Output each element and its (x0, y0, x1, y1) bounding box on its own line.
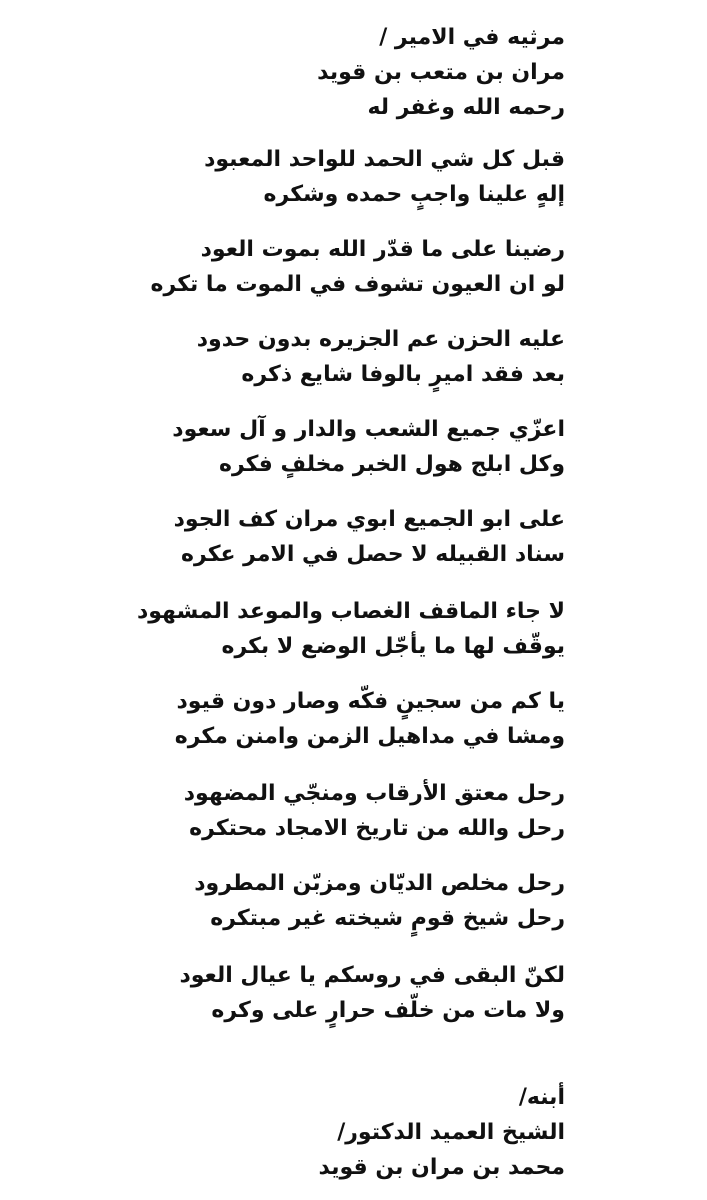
heading-line: رحمه الله وغفر له (367, 95, 565, 120)
verse-line: قبل كل شي الحمد للواحد المعبود (204, 147, 565, 172)
verse-line: لو ان العيون تشوف في الموت ما تكره (150, 272, 565, 297)
verse-line: يوقّف لها ما يأجّل الوضع لا بكره (221, 634, 565, 659)
poem-heading (25, 20, 565, 125)
stanza (25, 866, 565, 936)
verse-line: رحل شيخ قومٍ شيخته غير مبتكره (210, 906, 565, 931)
verse-line: رضينا على ما قدّر الله بموت العود (200, 237, 565, 262)
stanza (25, 684, 565, 754)
verse-line: رحل مخلص الديّان ومزبّن المطرود (194, 871, 565, 896)
verse-line: اعزّي جميع الشعب والدار و آل سعود (172, 417, 565, 442)
stanza (25, 502, 565, 572)
stanza (25, 958, 565, 1028)
verse-line: لكنّ البقى في روسكم يا عيال العود (179, 963, 565, 988)
verse-line: بعد فقد اميرٍ بالوفا شايع ذكره (241, 362, 565, 387)
verse-line: عليه الحزن عم الجزيره بدون حدود (196, 327, 565, 352)
stanza (25, 142, 565, 212)
signature (25, 1080, 565, 1185)
heading-line: مران بن متعب بن قويد (317, 60, 565, 85)
stanza (25, 776, 565, 846)
stanza (25, 412, 565, 482)
verse-line: لا جاء الماقف الغصاب والموعد المشهود (136, 599, 565, 624)
verse-line: ومشا في مداهيل الزمن وامنن مكره (174, 724, 565, 749)
stanza (25, 322, 565, 392)
verse-line: رحل معتق الأرقاب ومنجّي المضهود (183, 781, 565, 806)
verse-line: وكل ابلج هول الخبر مخلفٍ فكره (218, 452, 565, 477)
verse-line: على ابو الجميع ابوي مران كف الجود (173, 507, 565, 532)
stanza (25, 594, 565, 664)
signature-line: الشيخ العميد الدكتور/ (337, 1120, 565, 1145)
signature-line: محمد بن مران بن قويد (318, 1155, 565, 1180)
verse-line: سناد القبيله لا حصل في الامر عكره (181, 542, 565, 567)
verse-line: ولا مات من خلّف حرارٍ على وكره (211, 998, 565, 1023)
signature-line: أبنه/ (518, 1085, 565, 1110)
verse-line: رحل والله من تاريخ الامجاد محتكره (189, 816, 565, 841)
heading-line: مرثيه في الامير / (379, 25, 565, 50)
verse-line: إلهٍ علينا واجبٍ حمده وشكره (263, 182, 565, 207)
stanza (25, 232, 565, 302)
verse-line: يا كم من سجينٍ فكّه وصار دون قيود (176, 689, 565, 714)
